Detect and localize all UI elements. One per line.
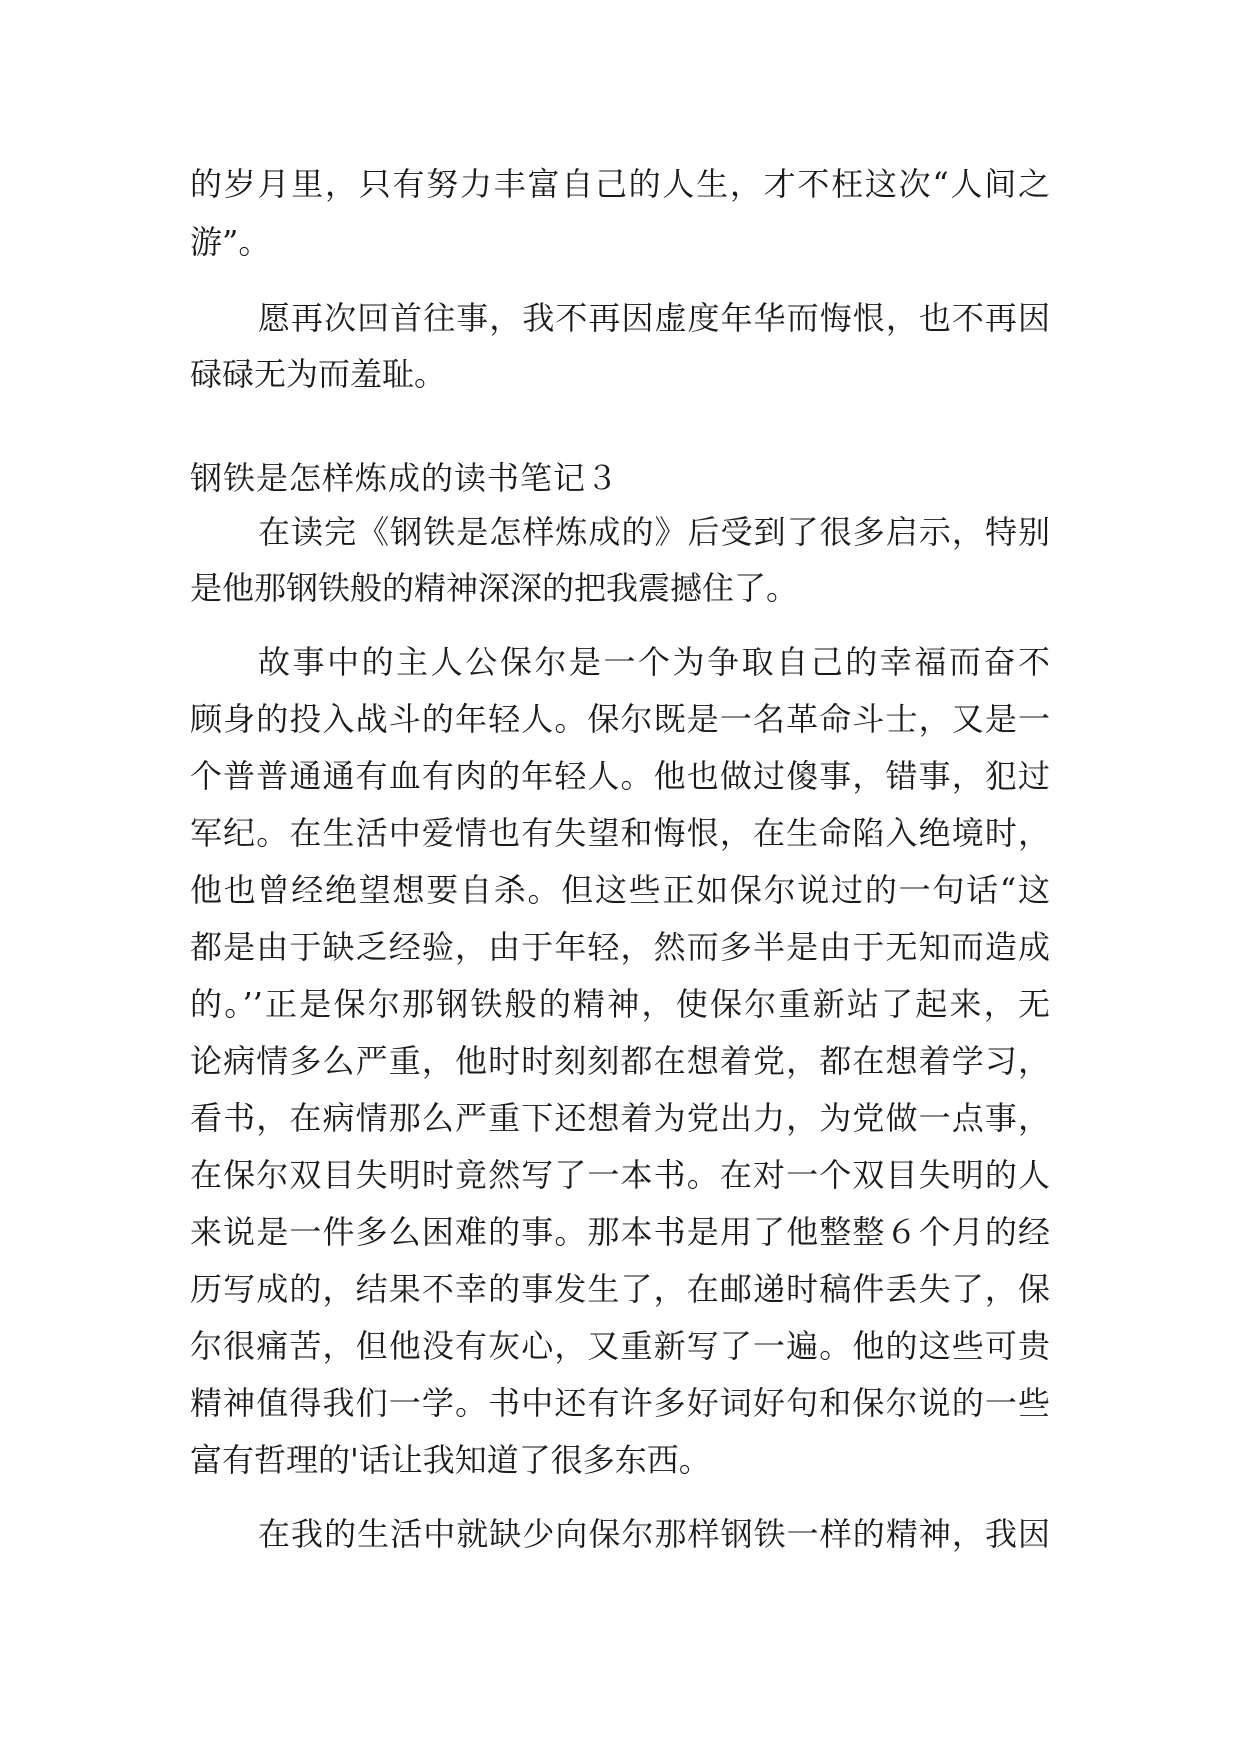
text-line: 的岁月里，只有努力丰富自己的人生，才不枉这次“人间之 [190, 165, 1050, 203]
text-line: 尔很痛苦，但他没有灰心，又重新写了一遍。他的这些可贵 [190, 1327, 1050, 1365]
text-line: 在读完《钢铁是怎样炼成的》后受到了很多启示，特别 [258, 513, 1050, 551]
text-line: 都是由于缺乏经验，由于年轻，然而多半是由于无知而造成 [190, 928, 1050, 966]
text-line: 是他那钢铁般的精神深深的把我震撼住了。 [190, 569, 799, 607]
text-line: 军纪。在生活中爱情也有失望和悔恨，在生命陷入绝境时， [190, 814, 1050, 852]
text-line: 在保尔双目失明时竟然写了一本书。在对一个双目失明的人 [190, 1156, 1050, 1194]
text-line: 顾身的投入战斗的年轻人。保尔既是一名革命斗士，又是一 [190, 700, 1050, 738]
text-line: 故事中的主人公保尔是一个为争取自己的幸福而奋不 [258, 643, 1050, 681]
text-line: 碌碌无为而羞耻。 [190, 355, 447, 393]
text-line: 来说是一件多么困难的事。那本书是用了他整整６个月的经 [190, 1213, 1050, 1251]
section-title: 钢铁是怎样炼成的读书笔记３ [190, 459, 620, 497]
text-line: 游”。 [190, 223, 271, 261]
text-line: 精神值得我们一学。书中还有许多好词好句和保尔说的一些 [190, 1384, 1050, 1422]
text-line: 看书，在病情那么严重下还想着为党出力，为党做一点事， [190, 1099, 1050, 1137]
text-line: 他也曾经绝望想要自杀。但这些正如保尔说过的一句话“这 [190, 871, 1050, 909]
text-line: 愿再次回首往事，我不再因虚度年华而悔恨，也不再因 [258, 299, 1050, 337]
text-line: 论病情多么严重，他时时刻刻都在想着党，都在想着学习， [190, 1042, 1050, 1080]
text-line: 个普普通通有血有肉的年轻人。他也做过傻事，错事，犯过 [190, 757, 1050, 795]
text-line: 的。’’正是保尔那钢铁般的精神，使保尔重新站了起来，无 [190, 985, 1050, 1023]
text-line: 在我的生活中就缺少向保尔那样钢铁一样的精神，我因 [258, 1515, 1050, 1553]
text-line: 富有哲理的'话让我知道了很多东西。 [190, 1441, 711, 1479]
text-line: 历写成的，结果不幸的事发生了，在邮递时稿件丢失了，保 [190, 1270, 1050, 1308]
